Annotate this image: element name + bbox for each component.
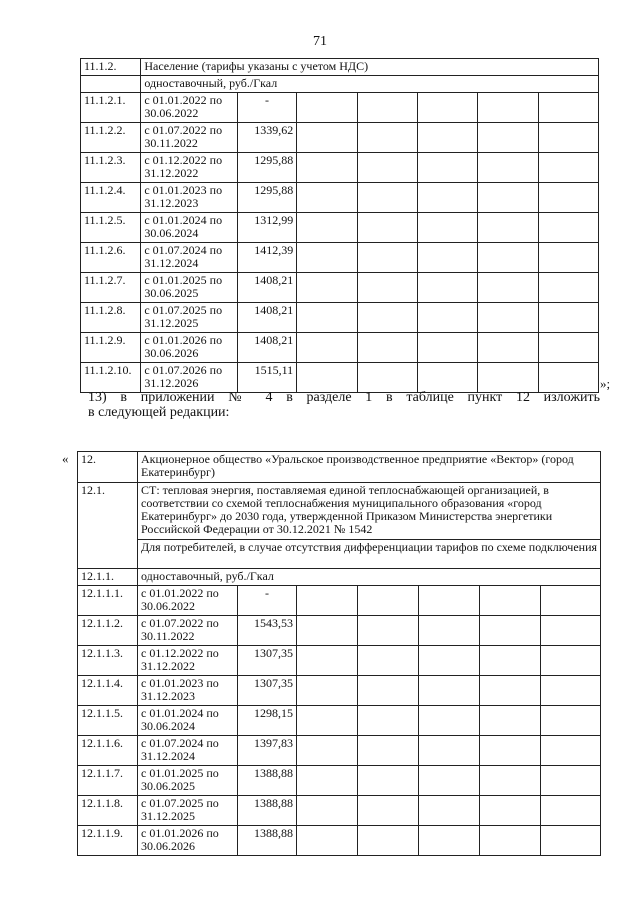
empty-cell <box>419 736 480 766</box>
empty-cell <box>541 826 601 856</box>
row-value: 1307,35 <box>238 646 297 676</box>
empty-cell <box>297 706 358 736</box>
empty-cell <box>478 333 538 363</box>
empty-cell <box>480 616 541 646</box>
row-id: 12.1.1.6. <box>78 736 138 766</box>
empty-cell <box>480 706 541 736</box>
row-period: с 01.01.2026 по 30.06.2026 <box>141 333 238 363</box>
empty-cell <box>358 736 419 766</box>
row-value: 1307,35 <box>238 676 297 706</box>
row-period: с 01.07.2022 по 30.11.2022 <box>141 123 238 153</box>
empty-cell <box>478 363 538 393</box>
row-id: 11.1.2.9. <box>81 333 141 363</box>
row-value: 1412,39 <box>237 243 296 273</box>
empty-cell <box>478 243 538 273</box>
empty-cell <box>480 676 541 706</box>
table-row <box>81 303 599 333</box>
empty-cell <box>478 123 538 153</box>
table-row <box>81 153 599 183</box>
row-id: 12.1.1.3. <box>78 646 138 676</box>
table-row <box>78 586 601 616</box>
row-id: 11.1.2.2. <box>81 123 141 153</box>
table-row <box>78 616 601 646</box>
empty-cell <box>297 303 357 333</box>
empty-cell <box>297 123 357 153</box>
row-id: 11.1.2.5. <box>81 213 141 243</box>
empty-cell <box>480 796 541 826</box>
row-value: - <box>237 93 296 123</box>
section-label: Население (тарифы указаны с учетом НДС) <box>141 59 599 76</box>
empty-cell <box>419 766 480 796</box>
empty-cell <box>417 273 477 303</box>
row-period: с 01.12.2022 по 31.12.2022 <box>138 646 238 676</box>
empty-cell <box>538 213 599 243</box>
empty-cell <box>297 213 357 243</box>
empty-cell <box>357 273 417 303</box>
row-period: с 01.07.2024 по 31.12.2024 <box>138 736 238 766</box>
st-description: СТ: тепловая энергия, поставляемая единой теплоснабжающей организацией, в соответствии со схемой теплоснабжения муниципального образования «город Екатеринбург» до 2030 года, утвержденной Приказом Министерства энергетики Российской Федерации от 30.12.2021 № 1542 <box>138 483 601 540</box>
empty-cell <box>538 153 599 183</box>
row-period: с 01.07.2025 по 31.12.2025 <box>138 796 238 826</box>
row-period: с 01.01.2024 по 30.06.2024 <box>138 706 238 736</box>
tariff-table-population <box>80 58 599 393</box>
st-id: 12.1. <box>78 483 138 569</box>
org-id: 12. <box>78 452 138 483</box>
table-row <box>81 243 599 273</box>
empty-cell <box>419 586 480 616</box>
empty-cell <box>419 706 480 736</box>
empty-cell <box>297 243 357 273</box>
table-row <box>81 363 599 393</box>
rate-id: 12.1.1. <box>78 569 138 586</box>
row-value: 1298,15 <box>238 706 297 736</box>
empty-cell <box>538 183 599 213</box>
table-row <box>78 796 601 826</box>
empty-cell <box>358 826 419 856</box>
row-period: с 01.07.2025 по 31.12.2025 <box>141 303 238 333</box>
empty-cell <box>81 76 141 93</box>
table-row <box>78 736 601 766</box>
empty-cell <box>419 646 480 676</box>
empty-cell <box>541 676 601 706</box>
empty-cell <box>541 736 601 766</box>
empty-cell <box>297 736 358 766</box>
table-row <box>78 676 601 706</box>
empty-cell <box>417 333 477 363</box>
empty-cell <box>478 213 538 243</box>
empty-cell <box>417 123 477 153</box>
empty-cell <box>419 676 480 706</box>
row-id: 12.1.1.4. <box>78 676 138 706</box>
page-number: 71 <box>313 34 327 49</box>
empty-cell <box>541 586 601 616</box>
empty-cell <box>358 616 419 646</box>
empty-cell <box>419 826 480 856</box>
row-id: 11.1.2.10. <box>81 363 141 393</box>
row-period: с 01.07.2024 по 31.12.2024 <box>141 243 238 273</box>
empty-cell <box>358 796 419 826</box>
row-id: 11.1.2.7. <box>81 273 141 303</box>
row-id: 11.1.2.8. <box>81 303 141 333</box>
row-period: с 01.01.2022 по 30.06.2022 <box>138 586 238 616</box>
org-name: Акционерное общество «Уральское производственное предприятие «Вектор» (город Екатеринбург) <box>138 452 601 483</box>
table-row <box>81 183 599 213</box>
empty-cell <box>417 243 477 273</box>
empty-cell <box>538 243 599 273</box>
empty-cell <box>297 826 358 856</box>
row-period: с 01.07.2022 по 30.11.2022 <box>138 616 238 646</box>
empty-cell <box>357 213 417 243</box>
rate-label: одноставочный, руб./Гкал <box>141 76 599 93</box>
paragraph-line-2: в следующей редакции: <box>88 405 230 420</box>
row-id: 11.1.2.4. <box>81 183 141 213</box>
consumers-note: Для потребителей, в случае отсутствия дифференциации тарифов по схеме подключения <box>138 540 601 569</box>
rate-label: одноставочный, руб./Гкал <box>138 569 601 586</box>
empty-cell <box>358 766 419 796</box>
closing-quote: »; <box>600 376 611 391</box>
empty-cell <box>480 586 541 616</box>
empty-cell <box>541 706 601 736</box>
empty-cell <box>358 586 419 616</box>
empty-cell <box>478 303 538 333</box>
row-value: 1543,53 <box>238 616 297 646</box>
table-row <box>78 826 601 856</box>
row-value: 1388,88 <box>238 766 297 796</box>
table-row <box>81 273 599 303</box>
row-period: с 01.01.2024 по 30.06.2024 <box>141 213 238 243</box>
empty-cell <box>297 273 357 303</box>
empty-cell <box>480 646 541 676</box>
empty-cell <box>297 796 358 826</box>
row-value: 1397,83 <box>238 736 297 766</box>
empty-cell <box>297 676 358 706</box>
empty-cell <box>478 183 538 213</box>
table-row <box>78 646 601 676</box>
empty-cell <box>478 153 538 183</box>
row-id: 12.1.1.5. <box>78 706 138 736</box>
empty-cell <box>297 586 358 616</box>
empty-cell <box>297 153 357 183</box>
empty-cell <box>297 183 357 213</box>
row-period: с 01.01.2023 по 31.12.2023 <box>138 676 238 706</box>
empty-cell <box>417 213 477 243</box>
empty-cell <box>541 796 601 826</box>
empty-cell <box>297 616 358 646</box>
empty-cell <box>419 796 480 826</box>
row-value: 1408,21 <box>237 303 296 333</box>
row-period: с 01.01.2025 по 30.06.2025 <box>141 273 238 303</box>
table-row <box>81 213 599 243</box>
row-id: 12.1.1.7. <box>78 766 138 796</box>
row-period: с 01.01.2025 по 30.06.2025 <box>138 766 238 796</box>
empty-cell <box>297 363 357 393</box>
empty-cell <box>358 706 419 736</box>
empty-cell <box>417 153 477 183</box>
row-value: 1408,21 <box>237 273 296 303</box>
empty-cell <box>417 93 477 123</box>
row-period: с 01.01.2023 по 31.12.2023 <box>141 183 238 213</box>
row-value: 1339,62 <box>237 123 296 153</box>
empty-cell <box>480 766 541 796</box>
empty-cell <box>541 646 601 676</box>
table-row <box>81 333 599 363</box>
row-id: 11.1.2.3. <box>81 153 141 183</box>
row-id: 12.1.1.9. <box>78 826 138 856</box>
empty-cell <box>357 123 417 153</box>
row-value: 1408,21 <box>237 333 296 363</box>
row-value: 1388,88 <box>238 826 297 856</box>
row-period: с 01.07.2026 по 31.12.2026 <box>141 363 238 393</box>
row-value: 1312,99 <box>237 213 296 243</box>
empty-cell <box>538 303 599 333</box>
empty-cell <box>357 303 417 333</box>
row-id: 12.1.1.8. <box>78 796 138 826</box>
empty-cell <box>478 273 538 303</box>
table-row <box>78 706 601 736</box>
empty-cell <box>541 616 601 646</box>
empty-cell <box>357 333 417 363</box>
row-id: 12.1.1.1. <box>78 586 138 616</box>
row-id: 11.1.2.1. <box>81 93 141 123</box>
row-period: с 01.01.2022 по 30.06.2022 <box>141 93 238 123</box>
table-row <box>78 766 601 796</box>
row-period: с 01.12.2022 по 31.12.2022 <box>141 153 238 183</box>
empty-cell <box>480 736 541 766</box>
empty-cell <box>417 183 477 213</box>
empty-cell <box>419 616 480 646</box>
empty-cell <box>538 273 599 303</box>
empty-cell <box>358 646 419 676</box>
empty-cell <box>538 363 599 393</box>
empty-cell <box>357 243 417 273</box>
section-id: 11.1.2. <box>81 59 141 76</box>
amendment-paragraph <box>88 390 600 420</box>
empty-cell <box>357 93 417 123</box>
empty-cell <box>480 826 541 856</box>
empty-cell <box>297 646 358 676</box>
row-value: 1515,11 <box>237 363 296 393</box>
table-row <box>81 123 599 153</box>
row-period: с 01.01.2026 по 30.06.2026 <box>138 826 238 856</box>
row-id: 11.1.2.6. <box>81 243 141 273</box>
empty-cell <box>357 183 417 213</box>
empty-cell <box>357 153 417 183</box>
empty-cell <box>417 363 477 393</box>
opening-quote: « <box>62 451 69 466</box>
row-value: 1388,88 <box>238 796 297 826</box>
row-value: 1295,88 <box>237 153 296 183</box>
table-row <box>81 93 599 123</box>
empty-cell <box>538 93 599 123</box>
empty-cell <box>478 93 538 123</box>
empty-cell <box>358 676 419 706</box>
paragraph-line-1: 13) в приложении № 4 в разделе 1 в таблице пункт 12 изложить <box>88 390 600 405</box>
empty-cell <box>538 333 599 363</box>
row-value: 1295,88 <box>237 183 296 213</box>
empty-cell <box>417 303 477 333</box>
row-id: 12.1.1.2. <box>78 616 138 646</box>
empty-cell <box>357 363 417 393</box>
row-value: - <box>238 586 297 616</box>
empty-cell <box>541 766 601 796</box>
empty-cell <box>538 123 599 153</box>
empty-cell <box>297 333 357 363</box>
tariff-table-vektor <box>77 451 601 856</box>
empty-cell <box>297 93 357 123</box>
empty-cell <box>297 766 358 796</box>
